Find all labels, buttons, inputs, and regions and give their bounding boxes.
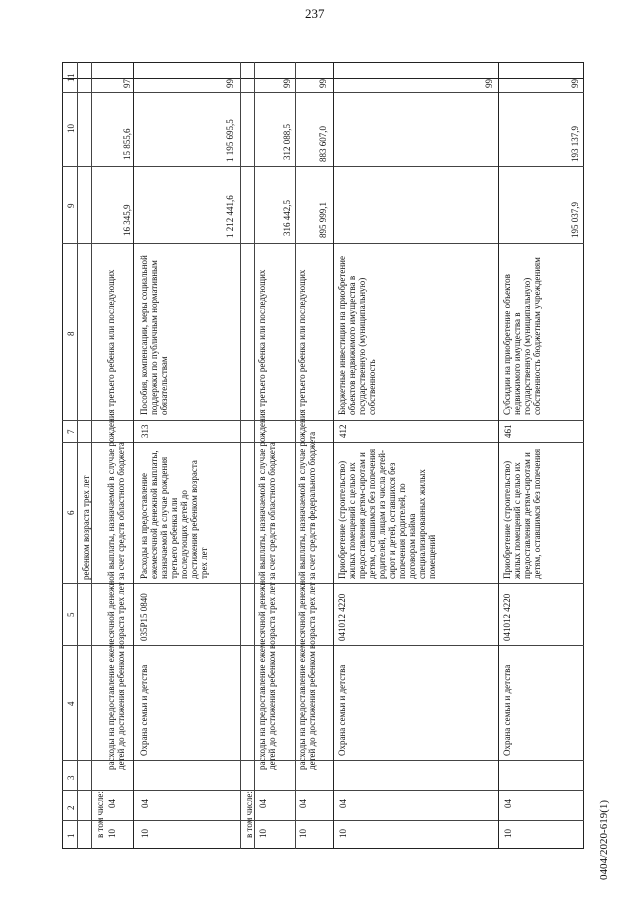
row-4-c9: 316 442,5 <box>282 200 292 236</box>
row-2-c9: 1 212 441,6 <box>225 195 235 238</box>
row-1-c11: 97 <box>122 79 132 88</box>
row-7-c11: 99 <box>570 79 580 88</box>
row-5-c4: расходы на предоставление ежемесячной денежной выплаты, назначаемой в случае рождения третьего ребенка или последующих детей до достижения ребенком возраста трех лет за счет средств федерального бюджета <box>297 269 317 770</box>
col-num-5: 5 <box>66 612 76 617</box>
col-num-11: 11 <box>66 73 76 82</box>
col-num-4: 4 <box>66 701 76 706</box>
row-2-c7: 313 <box>140 424 150 438</box>
row-5-c11: 99 <box>318 79 328 88</box>
col-num-9: 9 <box>66 203 76 208</box>
row-6-c5: 041012 4220 <box>337 593 347 641</box>
row-7-c7: 461 <box>503 424 513 438</box>
row-7-c2: 04 <box>503 799 513 808</box>
row-1-c1: 10 <box>107 829 117 838</box>
row-6-c7: 412 <box>338 424 348 438</box>
row-1-c10: 15 855,6 <box>122 128 132 160</box>
col-num-10: 10 <box>66 124 76 133</box>
row-2-c11: 99 <box>225 79 235 88</box>
row-7-c6: Приобретение (строительство) жилых помещений с целью их предоставления детям-сиротам и детям, оставшимся без попечения <box>502 448 542 579</box>
row-2-c2: 04 <box>140 799 150 808</box>
row-6-c11: 99 <box>484 79 494 88</box>
col-num-2: 2 <box>66 805 76 810</box>
page-number: 237 <box>305 6 325 21</box>
col-num-8: 8 <box>66 331 76 336</box>
row-7-c1: 10 <box>503 829 513 838</box>
row-2-c10: 1 195 695,5 <box>225 119 235 162</box>
row-6-c4: Охрана семьи и детства <box>337 664 347 756</box>
col-num-3: 3 <box>66 775 76 780</box>
row-2-c5: 035P15 0840 <box>139 593 149 641</box>
row-2-c6: Расходы на предоставление ежемесячной денежной выплаты, назначаемой в случае рождения третьего ребенка или последующих детей до достижения ребенком возраста трех лет <box>139 450 209 579</box>
row-6-c6: Приобретение (строительство) жилых помещений с целью их предоставления детям-сиротам и детям, оставшимся без попечения родителей, лицам из числа детей-сирот и детей, оставшихся без попечения родителей, по договорам найма специализированных жилых помещений <box>337 448 437 579</box>
row-0-c4: в том числе: <box>95 791 105 838</box>
row-4-c2: 04 <box>258 799 268 808</box>
row-7-c8: Субсидии на приобретение объектов недвижимого имущества в государственную (муниципальную) собственность бюджетным учреждениям <box>502 257 542 415</box>
row-6-c2: 04 <box>338 799 348 808</box>
row-7-c5: 041012 4220 <box>502 593 512 641</box>
row-5-c2: 04 <box>298 799 308 808</box>
row-2-c8: Пособия, компенсации, меры социальной поддержки по публичным нормативным обязательствам <box>139 255 169 415</box>
row-5-c9: 895 999,1 <box>318 202 328 238</box>
col-num-6: 6 <box>66 510 76 515</box>
row-4-c1: 10 <box>258 829 268 838</box>
row-4-c10: 312 088,5 <box>282 124 292 160</box>
row-2-c4: Охрана семьи и детства <box>139 664 149 756</box>
row-5-c1: 10 <box>298 829 308 838</box>
row-1-c9: 16 345,9 <box>122 204 132 236</box>
row-6-c1: 10 <box>338 829 348 838</box>
col-num-7: 7 <box>66 429 76 434</box>
col-num-1: 1 <box>66 833 76 838</box>
row-4-c4: расходы на предоставление ежемесячной денежной выплаты, назначаемой в случае рождения третьего ребенка или последующих детей до достижения ребенком возраста трех лет за счет средств областного бюджета <box>257 269 277 770</box>
continued-cell-text: ребенком возраста трех лет <box>81 475 91 580</box>
row-2-c1: 10 <box>140 829 150 838</box>
row-7-c10: 193 137,9 <box>570 126 580 162</box>
row-6-c8: Бюджетные инвестиции на приобретение объектов недвижимого имущества в государственную (муниципальную) собственность <box>337 256 377 415</box>
row-1-c2: 04 <box>107 799 117 808</box>
row-3-c4: в том числе: <box>244 791 254 838</box>
row-1-c4: расходы на предоставление ежемесячной денежной выплаты, назначаемой в случае рождения третьего ребенка или последующих детей до достижения ребенком возраста трех лет за счет средств областного бюджета <box>106 269 126 770</box>
row-7-c4: Охрана семьи и детства <box>502 664 512 756</box>
document-code: 0404/2020-619(1) <box>598 799 610 880</box>
row-7-c9: 195 037,9 <box>570 202 580 238</box>
row-4-c11: 99 <box>282 79 292 88</box>
row-5-c10: 883 607,0 <box>318 126 328 162</box>
